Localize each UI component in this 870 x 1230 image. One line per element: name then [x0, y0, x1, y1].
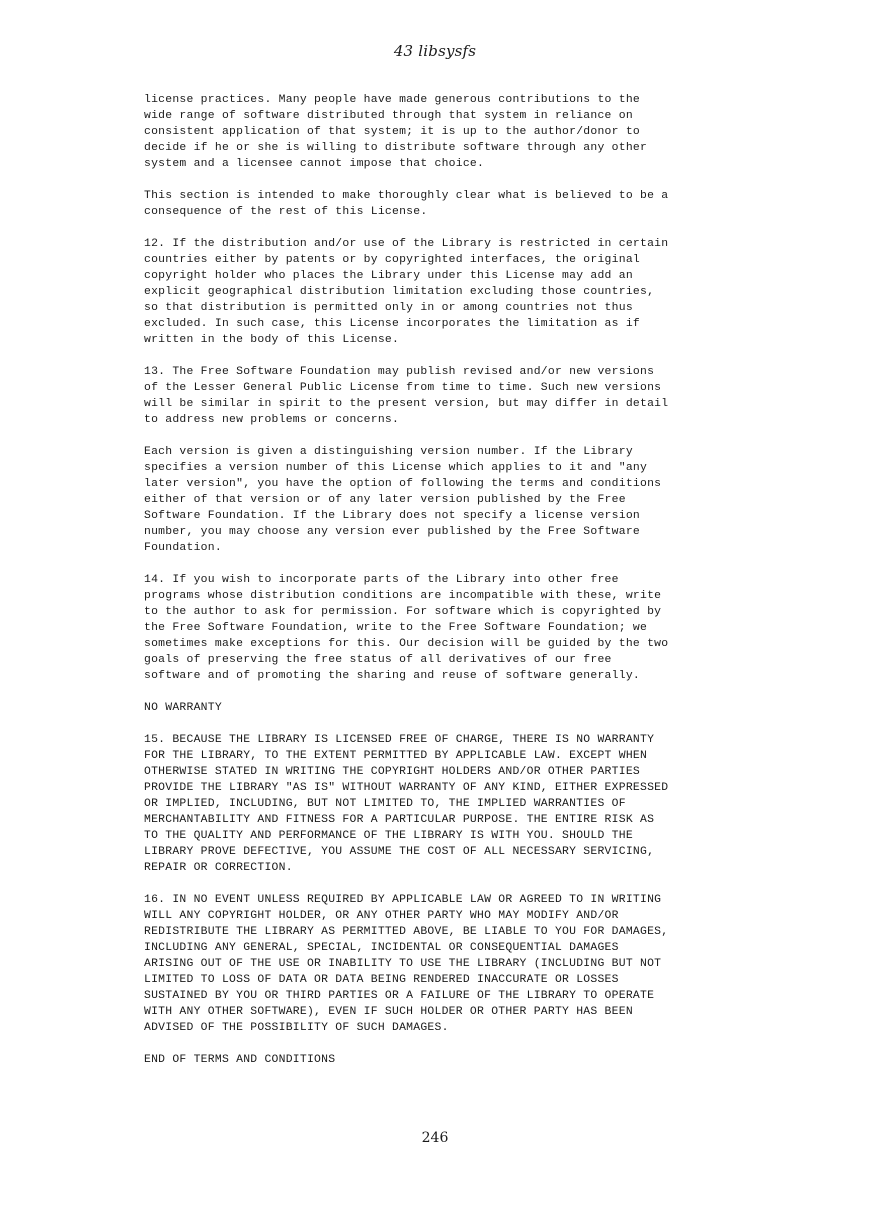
- heading-no-warranty: NO WARRANTY: [144, 702, 222, 714]
- paragraph-license-practices: license practices. Many people have made generous contributions to the wide range of software distributed through that system in reliance on consistent application of that system; it is up to the author/donor to decide if he or she is willing to distribute software through any other system and a licensee cannot impose that choice.: [144, 94, 648, 170]
- paragraph-section-15: 15. BECAUSE THE LIBRARY IS LICENSED FREE OF CHARGE, THERE IS NO WARRANTY FOR THE LIBRARY, TO THE EXTENT PERMITTED BY APPLICABLE LAW. EXCEPT WHEN OTHERWISE STATED IN WRITING THE COPYRIGHT HOLDERS AND/OR OTHER PARTIES PROVIDE THE LIBRARY "AS IS" WITHOUT WARRANTY OF ANY KIND, EITHER EXPRESSED OR IMPLIED, INCLUDING, BUT NOT LIMITED TO, THE IMPLIED WARRANTIES OF MERCHANTABILITY AND FITNESS FOR A PARTICULAR PURPOSE. THE ENTIRE RISK AS TO THE QUALITY AND PERFORMANCE OF THE LIBRARY IS WITH YOU. SHOULD THE LIBRARY PROVE DEFECTIVE, YOU ASSUME THE COST OF ALL NECESSARY SERVICING, REPAIR OR CORRECTION.: [144, 734, 669, 874]
- paragraph-section-12: 12. If the distribution and/or use of the Library is restricted in certain countries either by patents or by copyrighted interfaces, the original copyright holder who places the Library under this License may add an explicit geographical distribution limitation excluding those countries, so that distribution is permitted only in or among countries not thus excluded. In such case, this License incorporates the limitation as if written in the body of this License.: [144, 238, 669, 346]
- running-header: 43 libsysfs: [393, 42, 477, 60]
- license-text: [144, 92, 764, 1084]
- paragraph-section-intent: This section is intended to make thoroughly clear what is believed to be a consequence of the rest of this License.: [144, 190, 669, 218]
- end-of-terms: END OF TERMS AND CONDITIONS: [144, 1054, 336, 1066]
- paragraph-version-number: Each version is given a distinguishing version number. If the Library specifies a version number of this License which applies to it and "any later version", you have the option of following the terms and conditions either of that version or of any later version published by the Free Software Foundation. If the Library does not specify a license version number, you may choose any version ever published by the Free Software Foundation.: [144, 446, 662, 554]
- paragraph-section-16: 16. IN NO EVENT UNLESS REQUIRED BY APPLICABLE LAW OR AGREED TO IN WRITING WILL ANY COPYRIGHT HOLDER, OR ANY OTHER PARTY WHO MAY MODIFY AND/OR REDISTRIBUTE THE LIBRARY AS PERMITTED ABOVE, BE LIABLE TO YOU FOR DAMAGES, INCLUDING ANY GENERAL, SPECIAL, INCIDENTAL OR CONSEQUENTIAL DAMAGES ARISING OUT OF THE USE OR INABILITY TO USE THE LIBRARY (INCLUDING BUT NOT LIMITED TO LOSS OF DATA OR DATA BEING RENDERED INACCURATE OR LOSSES SUSTAINED BY YOU OR THIRD PARTIES OR A FAILURE OF THE LIBRARY TO OPERATE WITH ANY OTHER SOFTWARE), EVEN IF SUCH HOLDER OR OTHER PARTY HAS BEEN ADVISED OF THE POSSIBILITY OF SUCH DAMAGES.: [144, 894, 669, 1034]
- paragraph-section-13: 13. The Free Software Foundation may publish revised and/or new versions of the Lesser General Public License from time to time. Such new versions will be similar in spirit to the present version, but may differ in detail to address new problems or concerns.: [144, 366, 669, 426]
- page-number: 246: [421, 1130, 449, 1146]
- paragraph-section-14: 14. If you wish to incorporate parts of the Library into other free programs whose distribution conditions are incompatible with these, write to the author to ask for permission. For software which is copyrighted by the Free Software Foundation, write to the Free Software Foundation; we sometimes make exceptions for this. Our decision will be guided by the two goals of preserving the free status of all derivatives of our free software and of promoting the sharing and reuse of software generally.: [144, 574, 669, 682]
